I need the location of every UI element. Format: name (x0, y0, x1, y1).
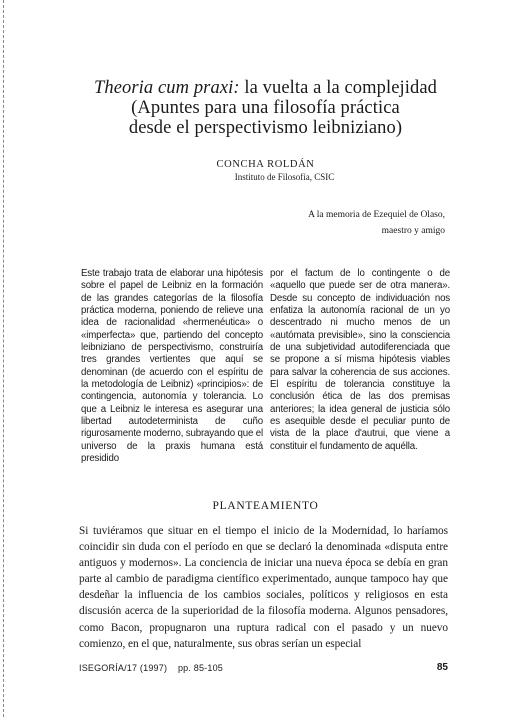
title-line-1 (0, 78, 531, 98)
title-line-3: desde el perspectivismo leibniziano) (128, 118, 403, 138)
abstract-left-column: Este trabajo trata de elaborar una hipótesis sobre el papel de Leibniz en la formación de las grandes categorías de la filosofía práctica moderna, poniendo de relieve una idea de racionalidad «hermenéutica» o «imperfecta» que, partiendo del concepto leibniziano de perspectivismo, construiría tres grandes vertientes que aquí se denominan (de acuerdo con el espíritu de la metodología de Leibniz) «principios»: de contingencia, autonomía y tolerancia. Lo que a Leibniz le interesa es asegurar una libertad autodeterminista de cuño rigurosamente moderno, subrayando que el universo de la praxis humana está presidido (81, 268, 263, 465)
footer-citation (79, 663, 223, 673)
page-number: 85 (436, 662, 448, 673)
author-name: CONCHA ROLDÁN (216, 159, 315, 170)
affiliation-text: Instituto de Filosofía, CSIC (234, 172, 335, 182)
title-line-2: (Apuntes para una filosofía práctica (131, 98, 400, 118)
footer-pages: pp. 85-105 (177, 663, 223, 673)
dedication (308, 207, 445, 239)
author-affiliation (0, 172, 531, 182)
body-paragraph: Si tuviéramos que situar en el tiempo el inicio de la Modernidad, lo haríamos coincidir sin duda con el período en que se declaró la denominada «disputa entre antiguos y modernos». La conciencia de iniciar una nueva época se debía en gran parte al cambio de paradigma científico experimentado, aunque tampoco hay que desdeñar la influencia de los cambios sociales, políticos y religiosos en esta discusión acerca de la superioridad de la filosofía moderna. Algunos pensadores, como Bacon, propugnaron una ruptura radical con el pasado y un nuevo comienzo, en el que, naturalmente, sus obras serían un especial (79, 525, 448, 650)
abstract-right-column: por el factum de lo contingente o de «aquello que puede ser de otra manera». Desde su concepto de individuación nos enfatiza la autonomía racional de un yo descentrado ni mucho menos de un «autómata previsible», sino la consciencia de una subjetividad autodiferenciada que se propone a sí misma hipótesis viables para salvar la coherencia de sus acciones. El espíritu de tolerancia constituye la conclusión ética de las dos premisas anteriores; la idea general de justicia sólo es asequible desde el peculiar punto de vista de la place d'autrui, que viene a constituir el fundamento de aquélla. (270, 268, 450, 452)
section-heading: PLANTEAMIENTO (212, 500, 319, 512)
dedication-line-1: A la memoria de Ezequiel de Olaso, (308, 210, 445, 220)
footer-journal: ISEGORÍA/17 (1997) (79, 663, 168, 673)
article-title (0, 78, 531, 138)
title-rest-part: la vuelta a la complejidad (239, 78, 438, 98)
dedication-line-2: maestro y amigo (381, 226, 445, 236)
title-italic-part: Theoria cum praxi: (93, 78, 240, 98)
